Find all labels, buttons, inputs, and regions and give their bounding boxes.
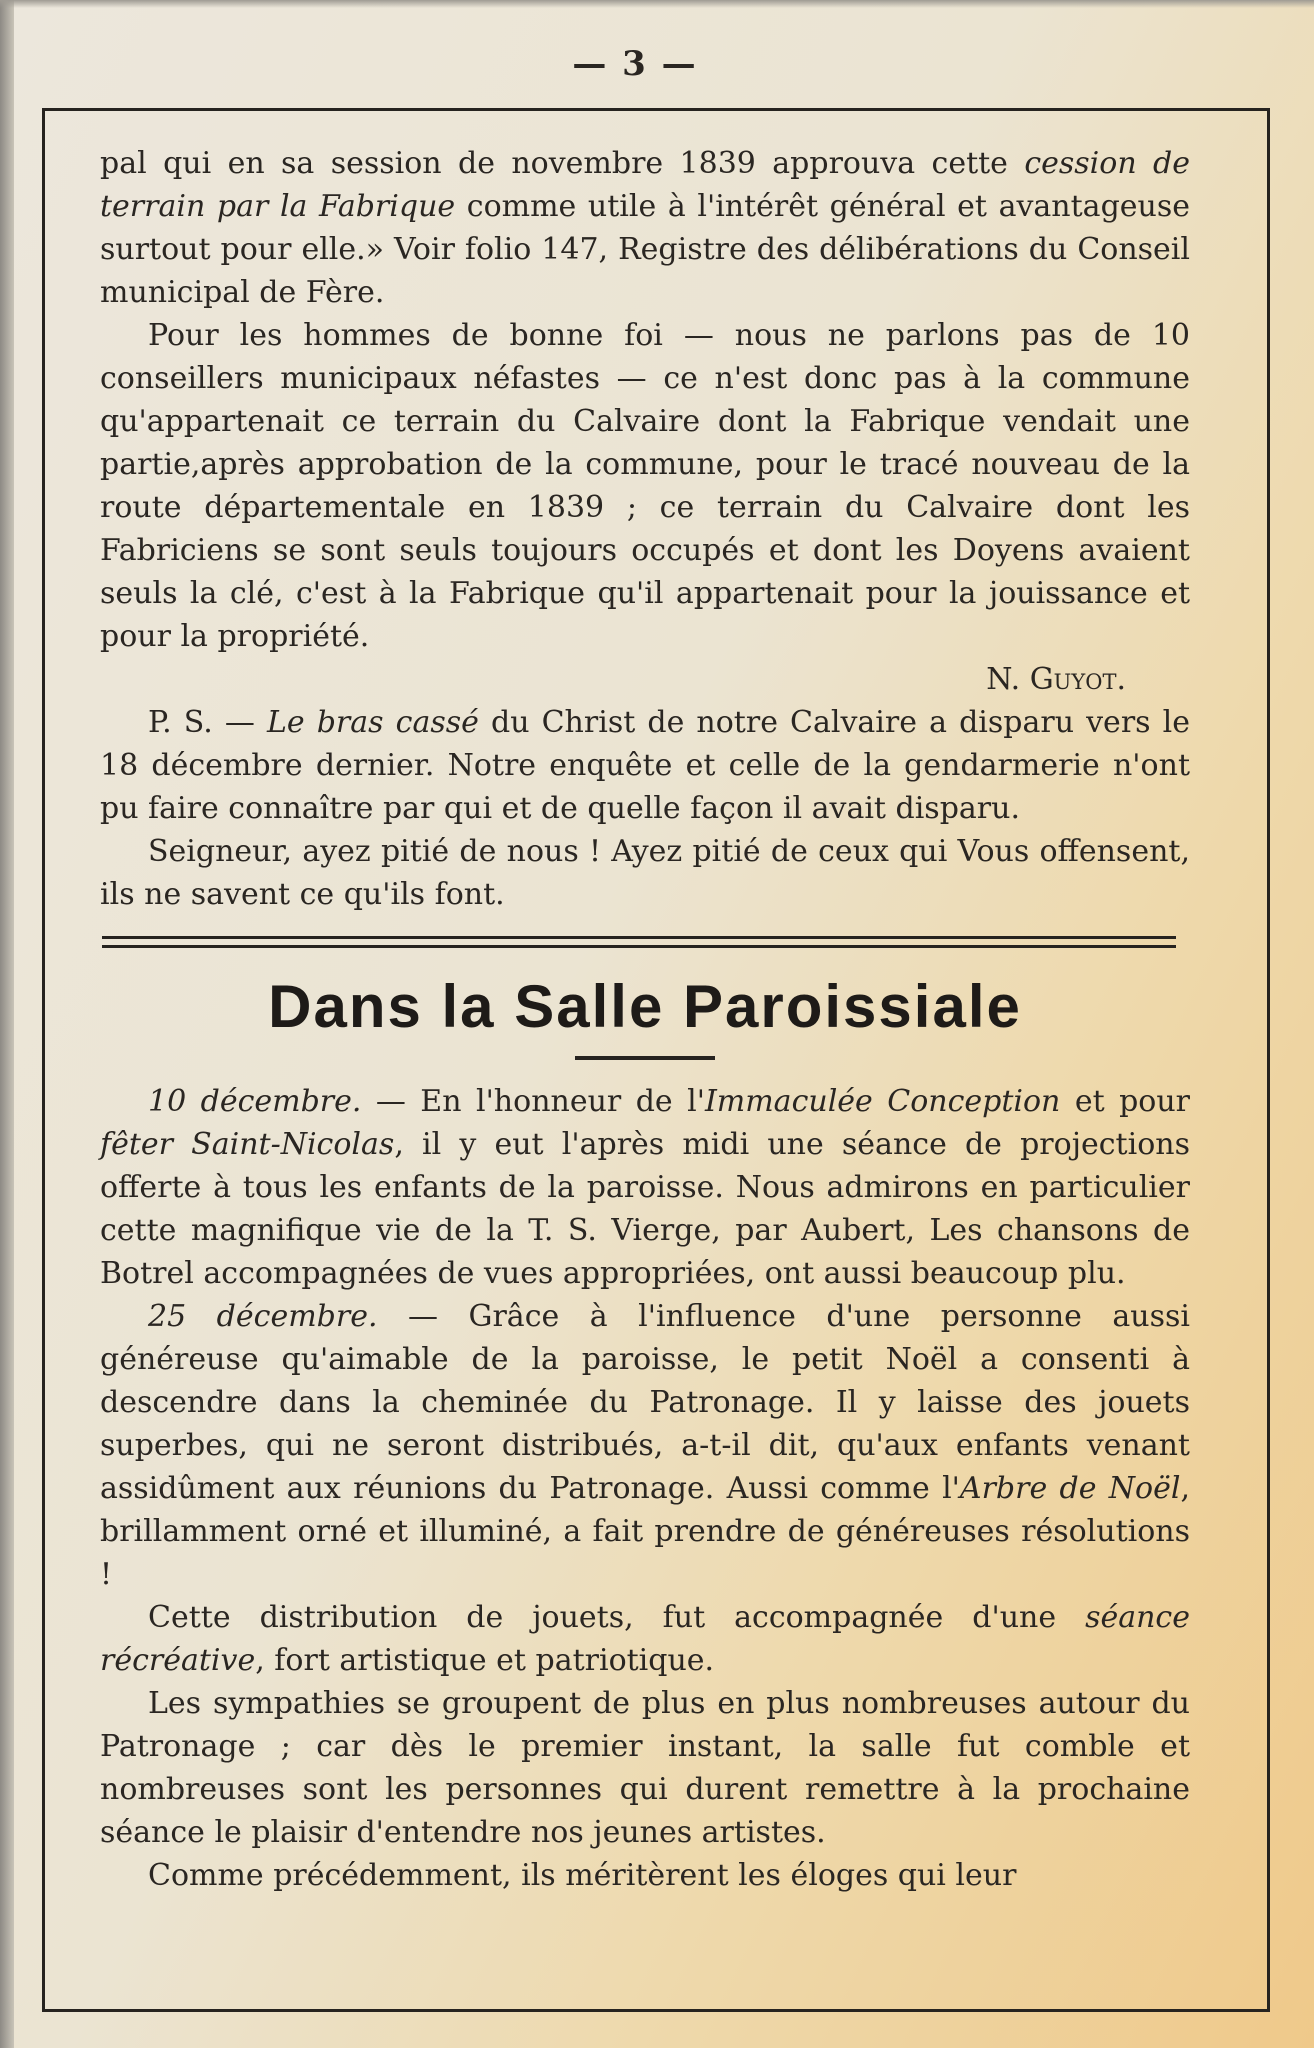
italic-text: cession de terrain par la Fabrique — [100, 146, 1190, 224]
book-spine-shadow — [0, 0, 14, 2048]
text-run: — En l'honneur de l' — [361, 1084, 705, 1119]
page-content — [100, 142, 1190, 1897]
paragraph — [100, 1295, 1190, 1596]
text-run: et pour — [1060, 1084, 1190, 1119]
postscript — [100, 701, 1190, 830]
text-run: P. S. — — [148, 705, 267, 740]
italic-text: Le bras cassé — [266, 705, 479, 740]
article-salle-paroissiale — [100, 972, 1190, 1897]
text-run: Cette distribution de jouets, fut accompagnée d'une — [148, 1600, 1086, 1635]
paragraph: Pour les hommes de bonne foi — nous ne parlons pas de 10 conseillers municipaux néfastes — ce n'est donc pas à la commune qu'appartenait ce terrain du Calvaire dont la Fabrique vendait une partie,après approbation de la commune, pour le tracé nouveau de la route départementale en 1839 ; ce terrain du Calvaire dont les Fabriciens se sont seuls toujours occupés et dont les Doyens avaient seuls la clé, c'est à la Fabrique qu'il appartenait pour la jouissance et pour la propriété. — [100, 318, 1190, 654]
section-divider — [102, 936, 1176, 948]
article-calvaire — [100, 142, 1190, 916]
paragraph — [100, 1080, 1190, 1295]
signature-text: N. Guyot. — [986, 662, 1126, 697]
text-run: du Christ de notre Calvaire a disparu vers le 18 décembre dernier. Notre enquête et celle de la gendarmerie n'ont pu faire connaître par qui et de quelle façon il avait disparu. — [100, 705, 1190, 826]
text-run: , brillamment orné et illuminé, a fait prendre de généreuses résolutions ! — [100, 1471, 1190, 1592]
italic-text: séance récréative — [100, 1600, 1190, 1678]
section-heading: Dans la Salle Paroissiale — [268, 973, 1022, 1040]
text-run: comme utile à l'intérêt général et avantageuse surtout pour elle.» Voir folio 147, Registre des délibérations du Conseil municipal de Fère. — [100, 189, 1190, 310]
date-label: 25 décembre. — [148, 1299, 378, 1334]
paragraph — [100, 1596, 1190, 1682]
prayer-paragraph: Seigneur, ayez pitié de nous ! Ayez pitié de ceux qui Vous offensent, ils ne savent ce qu'ils font. — [100, 834, 1190, 912]
text-run: , il y eut l'après midi une séance de projections offerte à tous les enfants de la paroisse. Nous admirons en particulier cette magnifique vie de la T. S. Vierge, par Aubert, Les chansons de Botrel accompagnées de vues appropriées, ont aussi beaucoup plu. — [100, 1127, 1190, 1291]
page-number: — 3 — — [572, 44, 698, 84]
text-run: , fort artistique et patriotique. — [255, 1643, 715, 1678]
date-label: 10 décembre. — [148, 1084, 362, 1119]
paragraph — [100, 142, 1190, 314]
italic-text: Immaculée Conception — [704, 1084, 1061, 1119]
page-top-edge — [0, 0, 1314, 8]
paragraph: Comme précédemment, ils méritèrent les éloges qui leur — [148, 1858, 1017, 1893]
heading-underline — [575, 1056, 715, 1060]
paragraph: Les sympathies se groupent de plus en plus nombreuses autour du Patronage ; car dès le premier instant, la salle fut comble et nombreuses sont les personnes qui durent remettre à la prochaine séance le plaisir d'entendre nos jeunes artistes. — [100, 1686, 1190, 1850]
text-run: — Grâce à l'influence d'une personne aussi généreuse qu'aimable de la paroisse, le petit Noël a consenti à descendre dans la cheminée du Patronage. Il y laisse des jouets superbes, qui ne seront distribués, a-t-il dit, qu'aux enfants venant assidûment aux réunions du Patronage. Aussi comme l' — [100, 1299, 1190, 1506]
text-run: pal qui en sa session de novembre 1839 approuva cette — [100, 146, 1025, 181]
author-signature — [100, 658, 1190, 701]
italic-text: fêter Saint-Nicolas — [100, 1127, 395, 1162]
italic-text: Arbre de Noël — [959, 1471, 1181, 1506]
